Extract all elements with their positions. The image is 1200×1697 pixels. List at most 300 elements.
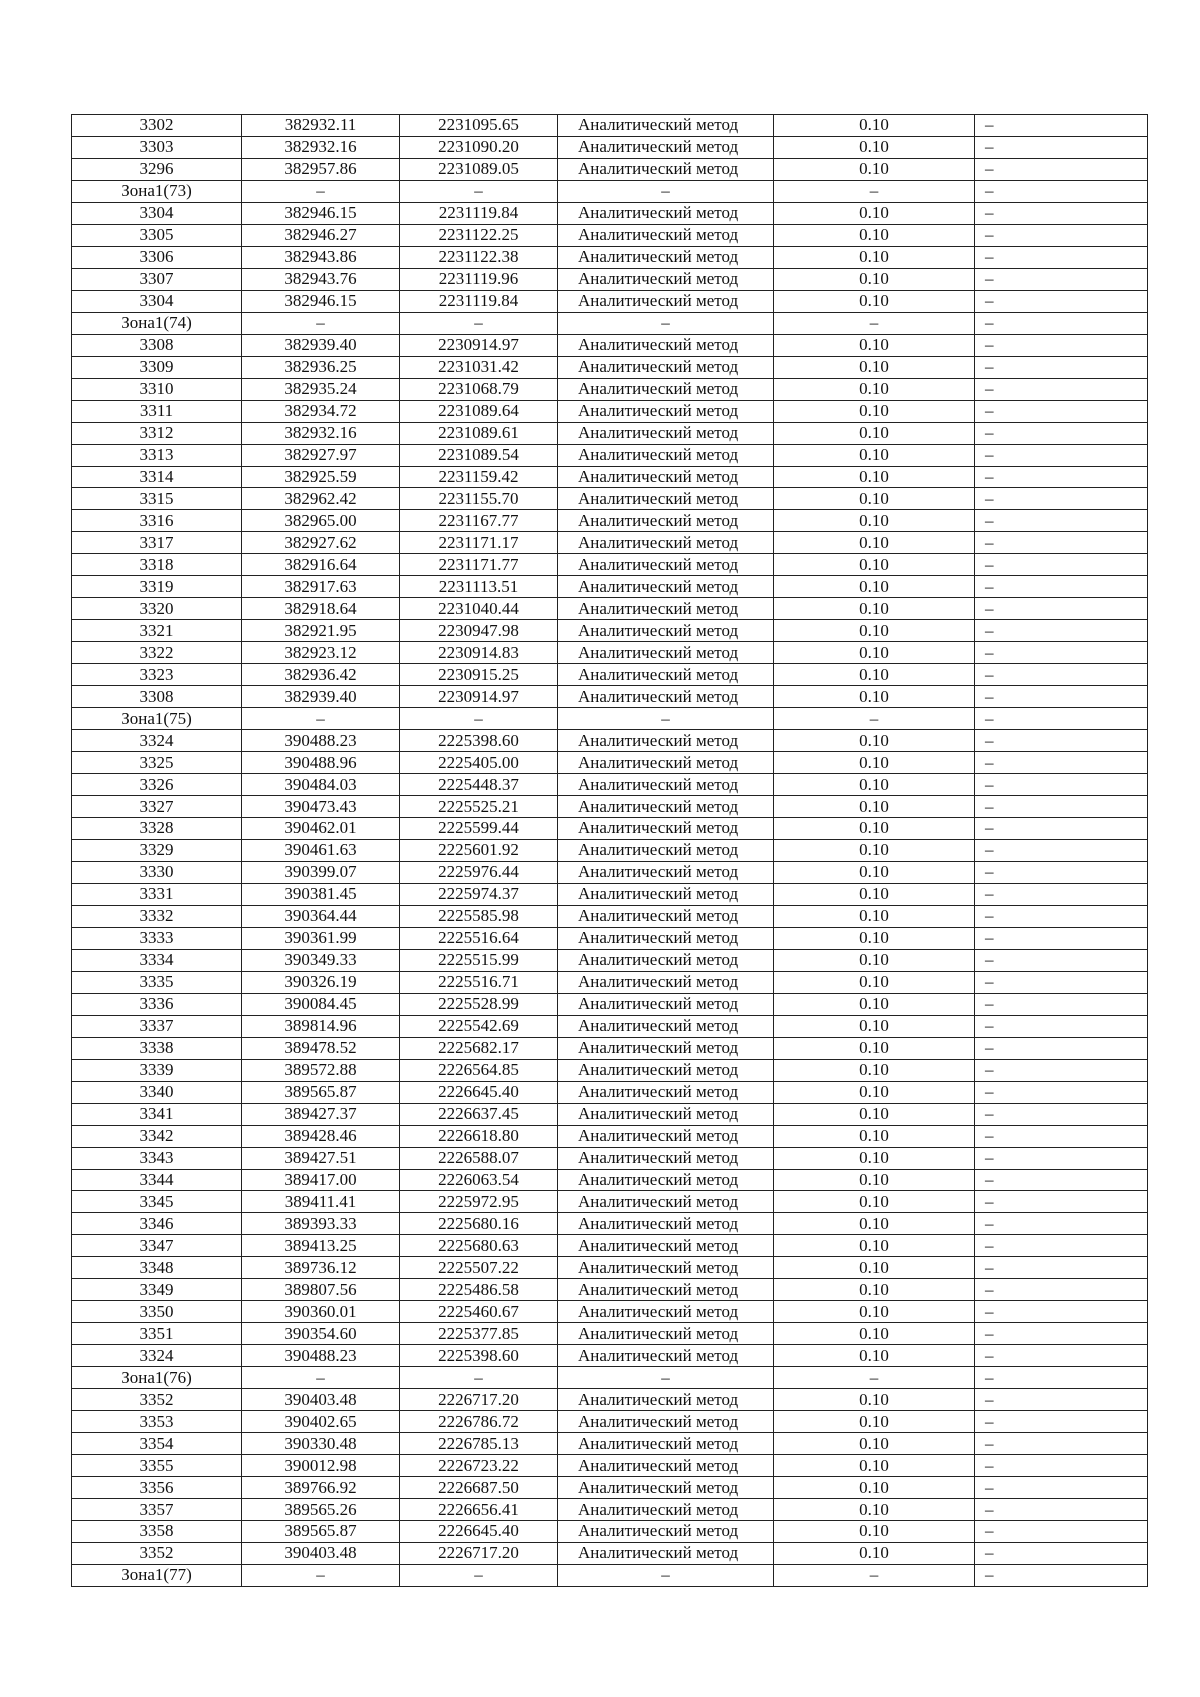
y-coordinate-cell: – (400, 180, 558, 202)
accuracy-cell: 0.10 (774, 224, 975, 246)
method-cell: – (558, 1367, 774, 1389)
y-coordinate-cell: 2226786.72 (400, 1411, 558, 1433)
method-cell: Аналитический метод (558, 774, 774, 796)
point-number-cell: 3350 (72, 1301, 242, 1323)
x-coordinate-cell: 389736.12 (242, 1257, 400, 1279)
y-coordinate-cell: 2225460.67 (400, 1301, 558, 1323)
method-cell: Аналитический метод (558, 1103, 774, 1125)
accuracy-cell: 0.10 (774, 1455, 975, 1477)
accuracy-cell: 0.10 (774, 1499, 975, 1521)
table-row (72, 466, 1148, 488)
point-number-cell: 3302 (72, 115, 242, 137)
method-cell: Аналитический метод (558, 664, 774, 686)
y-coordinate-cell: 2225682.17 (400, 1037, 558, 1059)
x-coordinate-cell: 389411.41 (242, 1191, 400, 1213)
y-coordinate-cell: 2226618.80 (400, 1125, 558, 1147)
point-number-cell: 3341 (72, 1103, 242, 1125)
x-coordinate-cell: 390488.23 (242, 730, 400, 752)
description-cell: – (975, 488, 1148, 510)
point-number-cell: 3337 (72, 1015, 242, 1037)
method-cell: Аналитический метод (558, 224, 774, 246)
method-cell: Аналитический метод (558, 290, 774, 312)
accuracy-cell: 0.10 (774, 1477, 975, 1499)
y-coordinate-cell: 2231119.84 (400, 290, 558, 312)
point-number-cell: 3334 (72, 949, 242, 971)
accuracy-cell: 0.10 (774, 1015, 975, 1037)
method-cell: Аналитический метод (558, 1037, 774, 1059)
accuracy-cell: 0.10 (774, 268, 975, 290)
description-cell: – (975, 818, 1148, 840)
accuracy-cell: 0.10 (774, 1433, 975, 1455)
table-row (72, 246, 1148, 268)
method-cell: Аналитический метод (558, 422, 774, 444)
y-coordinate-cell: – (400, 1564, 558, 1586)
point-number-cell: 3351 (72, 1323, 242, 1345)
point-number-cell: 3332 (72, 905, 242, 927)
accuracy-cell: 0.10 (774, 444, 975, 466)
point-number-cell: 3315 (72, 488, 242, 510)
table-row (72, 1279, 1148, 1301)
description-cell: – (975, 378, 1148, 400)
accuracy-cell: 0.10 (774, 246, 975, 268)
method-cell: Аналитический метод (558, 1081, 774, 1103)
accuracy-cell: 0.10 (774, 1125, 975, 1147)
accuracy-cell: 0.10 (774, 1213, 975, 1235)
point-number-cell: 3308 (72, 334, 242, 356)
method-cell: Аналитический метод (558, 1323, 774, 1345)
table-row (72, 752, 1148, 774)
table-row (72, 136, 1148, 158)
accuracy-cell: – (774, 1564, 975, 1586)
accuracy-cell: 0.10 (774, 752, 975, 774)
description-cell: – (975, 861, 1148, 883)
table-row (72, 993, 1148, 1015)
x-coordinate-cell: 389417.00 (242, 1169, 400, 1191)
method-cell: Аналитический метод (558, 202, 774, 224)
description-cell: – (975, 136, 1148, 158)
point-number-cell: 3353 (72, 1411, 242, 1433)
table-row (72, 356, 1148, 378)
description-cell: – (975, 642, 1148, 664)
table-row (72, 1411, 1148, 1433)
point-number-cell: 3313 (72, 444, 242, 466)
y-coordinate-cell: 2225486.58 (400, 1279, 558, 1301)
y-coordinate-cell: 2225398.60 (400, 730, 558, 752)
description-cell: – (975, 444, 1148, 466)
method-cell: Аналитический метод (558, 1433, 774, 1455)
description-cell: – (975, 1257, 1148, 1279)
method-cell: Аналитический метод (558, 1542, 774, 1564)
y-coordinate-cell: – (400, 708, 558, 730)
x-coordinate-cell: 382932.11 (242, 115, 400, 137)
y-coordinate-cell: 2226645.40 (400, 1081, 558, 1103)
point-number-cell: 3310 (72, 378, 242, 400)
point-number-cell: 3308 (72, 686, 242, 708)
description-cell: – (975, 927, 1148, 949)
x-coordinate-cell: 382927.97 (242, 444, 400, 466)
table-row (72, 971, 1148, 993)
table-row (72, 224, 1148, 246)
table-row (72, 1081, 1148, 1103)
x-coordinate-cell: 389393.33 (242, 1213, 400, 1235)
description-cell: – (975, 202, 1148, 224)
point-number-cell: 3357 (72, 1499, 242, 1521)
description-cell: – (975, 1301, 1148, 1323)
y-coordinate-cell: 2231089.54 (400, 444, 558, 466)
accuracy-cell: 0.10 (774, 796, 975, 818)
y-coordinate-cell: 2231095.65 (400, 115, 558, 137)
x-coordinate-cell: 390403.48 (242, 1389, 400, 1411)
description-cell: – (975, 1015, 1148, 1037)
description-cell: – (975, 752, 1148, 774)
description-cell: – (975, 158, 1148, 180)
x-coordinate-cell: 389807.56 (242, 1279, 400, 1301)
point-number-cell: 3330 (72, 861, 242, 883)
x-coordinate-cell: 390326.19 (242, 971, 400, 993)
x-coordinate-cell: 389814.96 (242, 1015, 400, 1037)
method-cell: Аналитический метод (558, 818, 774, 840)
table-row (72, 1301, 1148, 1323)
y-coordinate-cell: 2230947.98 (400, 620, 558, 642)
accuracy-cell: 0.10 (774, 1037, 975, 1059)
table-row (72, 818, 1148, 840)
y-coordinate-cell: 2226588.07 (400, 1147, 558, 1169)
point-number-cell: 3325 (72, 752, 242, 774)
description-cell: – (975, 1059, 1148, 1081)
x-coordinate-cell: 389427.37 (242, 1103, 400, 1125)
accuracy-cell: – (774, 1367, 975, 1389)
x-coordinate-cell: 382943.76 (242, 268, 400, 290)
table-row (72, 1433, 1148, 1455)
accuracy-cell: 0.10 (774, 488, 975, 510)
accuracy-cell: 0.10 (774, 686, 975, 708)
x-coordinate-cell: – (242, 1564, 400, 1586)
description-cell: – (975, 1125, 1148, 1147)
x-coordinate-cell: 389413.25 (242, 1235, 400, 1257)
point-number-cell: Зона1(76) (72, 1367, 242, 1389)
x-coordinate-cell: 389565.87 (242, 1521, 400, 1543)
point-number-cell: 3327 (72, 796, 242, 818)
table-row (72, 861, 1148, 883)
y-coordinate-cell: 2226063.54 (400, 1169, 558, 1191)
y-coordinate-cell: 2226717.20 (400, 1542, 558, 1564)
point-number-cell: 3309 (72, 356, 242, 378)
method-cell: Аналитический метод (558, 1169, 774, 1191)
accuracy-cell: 0.10 (774, 1345, 975, 1367)
method-cell: Аналитический метод (558, 158, 774, 180)
accuracy-cell: 0.10 (774, 1411, 975, 1433)
y-coordinate-cell: 2225680.63 (400, 1235, 558, 1257)
point-number-cell: 3344 (72, 1169, 242, 1191)
accuracy-cell: 0.10 (774, 158, 975, 180)
description-cell: – (975, 730, 1148, 752)
accuracy-cell: 0.10 (774, 927, 975, 949)
point-number-cell: 3305 (72, 224, 242, 246)
accuracy-cell: 0.10 (774, 1147, 975, 1169)
x-coordinate-cell: 382918.64 (242, 598, 400, 620)
x-coordinate-cell: 382946.15 (242, 290, 400, 312)
point-number-cell: 3345 (72, 1191, 242, 1213)
accuracy-cell: 0.10 (774, 1323, 975, 1345)
x-coordinate-cell: 390349.33 (242, 949, 400, 971)
method-cell: Аналитический метод (558, 686, 774, 708)
y-coordinate-cell: 2231155.70 (400, 488, 558, 510)
description-cell: – (975, 620, 1148, 642)
point-number-cell: 3326 (72, 774, 242, 796)
point-number-cell: 3338 (72, 1037, 242, 1059)
y-coordinate-cell: 2231113.51 (400, 576, 558, 598)
description-cell: – (975, 1499, 1148, 1521)
description-cell: – (975, 993, 1148, 1015)
method-cell: Аналитический метод (558, 1521, 774, 1543)
description-cell: – (975, 1213, 1148, 1235)
table-row (72, 1389, 1148, 1411)
y-coordinate-cell: 2225398.60 (400, 1345, 558, 1367)
method-cell: Аналитический метод (558, 488, 774, 510)
x-coordinate-cell: 390330.48 (242, 1433, 400, 1455)
description-cell: – (975, 1147, 1148, 1169)
method-cell: Аналитический метод (558, 115, 774, 137)
y-coordinate-cell: 2226564.85 (400, 1059, 558, 1081)
accuracy-cell: 0.10 (774, 378, 975, 400)
description-cell: – (975, 774, 1148, 796)
description-cell: – (975, 1521, 1148, 1543)
y-coordinate-cell: 2226717.20 (400, 1389, 558, 1411)
description-cell: – (975, 839, 1148, 861)
point-number-cell: 3356 (72, 1477, 242, 1499)
accuracy-cell: 0.10 (774, 1301, 975, 1323)
accuracy-cell: 0.10 (774, 202, 975, 224)
accuracy-cell: 0.10 (774, 1103, 975, 1125)
description-cell: – (975, 334, 1148, 356)
accuracy-cell: 0.10 (774, 466, 975, 488)
description-cell: – (975, 246, 1148, 268)
point-number-cell: 3355 (72, 1455, 242, 1477)
method-cell: Аналитический метод (558, 905, 774, 927)
accuracy-cell: – (774, 180, 975, 202)
x-coordinate-cell: – (242, 708, 400, 730)
accuracy-cell: 0.10 (774, 620, 975, 642)
table-row (72, 1521, 1148, 1543)
y-coordinate-cell: 2231031.42 (400, 356, 558, 378)
method-cell: – (558, 312, 774, 334)
description-cell: – (975, 576, 1148, 598)
table-row (72, 1323, 1148, 1345)
method-cell: Аналитический метод (558, 642, 774, 664)
accuracy-cell: – (774, 708, 975, 730)
x-coordinate-cell: 389427.51 (242, 1147, 400, 1169)
table-row (72, 730, 1148, 752)
description-cell: – (975, 1235, 1148, 1257)
table-row (72, 115, 1148, 137)
accuracy-cell: 0.10 (774, 290, 975, 312)
description-cell: – (975, 664, 1148, 686)
y-coordinate-cell: 2225680.16 (400, 1213, 558, 1235)
x-coordinate-cell: 389565.26 (242, 1499, 400, 1521)
method-cell: Аналитический метод (558, 1345, 774, 1367)
method-cell: – (558, 1564, 774, 1586)
method-cell: Аналитический метод (558, 1499, 774, 1521)
description-cell: – (975, 1542, 1148, 1564)
x-coordinate-cell: 382934.72 (242, 400, 400, 422)
x-coordinate-cell: 382936.42 (242, 664, 400, 686)
table-row (72, 1037, 1148, 1059)
y-coordinate-cell: 2230914.97 (400, 334, 558, 356)
table-row (72, 883, 1148, 905)
zone-header-row (72, 1564, 1148, 1586)
x-coordinate-cell: 390381.45 (242, 883, 400, 905)
description-cell: – (975, 312, 1148, 334)
y-coordinate-cell: 2225525.21 (400, 796, 558, 818)
method-cell: Аналитический метод (558, 1257, 774, 1279)
description-cell: – (975, 1103, 1148, 1125)
point-number-cell: 3318 (72, 554, 242, 576)
x-coordinate-cell: – (242, 312, 400, 334)
description-cell: – (975, 905, 1148, 927)
description-cell: – (975, 400, 1148, 422)
point-number-cell: 3346 (72, 1213, 242, 1235)
point-number-cell: Зона1(74) (72, 312, 242, 334)
x-coordinate-cell: – (242, 180, 400, 202)
accuracy-cell: 0.10 (774, 334, 975, 356)
description-cell: – (975, 949, 1148, 971)
accuracy-cell: 0.10 (774, 993, 975, 1015)
method-cell: Аналитический метод (558, 356, 774, 378)
accuracy-cell: 0.10 (774, 1521, 975, 1543)
y-coordinate-cell: 2230915.25 (400, 664, 558, 686)
accuracy-cell: 0.10 (774, 115, 975, 137)
coordinates-table-body (72, 115, 1148, 1587)
point-number-cell: Зона1(77) (72, 1564, 242, 1586)
description-cell: – (975, 224, 1148, 246)
table-row (72, 576, 1148, 598)
x-coordinate-cell: 382962.42 (242, 488, 400, 510)
description-cell: – (975, 598, 1148, 620)
method-cell: Аналитический метод (558, 136, 774, 158)
table-row (72, 1257, 1148, 1279)
method-cell: Аналитический метод (558, 1279, 774, 1301)
method-cell: Аналитический метод (558, 861, 774, 883)
accuracy-cell: 0.10 (774, 1257, 975, 1279)
x-coordinate-cell: 382939.40 (242, 686, 400, 708)
zone-header-row (72, 312, 1148, 334)
description-cell: – (975, 532, 1148, 554)
description-cell: – (975, 971, 1148, 993)
point-number-cell: Зона1(75) (72, 708, 242, 730)
accuracy-cell: 0.10 (774, 839, 975, 861)
method-cell: Аналитический метод (558, 752, 774, 774)
method-cell: Аналитический метод (558, 949, 774, 971)
accuracy-cell: 0.10 (774, 400, 975, 422)
x-coordinate-cell: 390462.01 (242, 818, 400, 840)
table-row (72, 334, 1148, 356)
x-coordinate-cell: 390360.01 (242, 1301, 400, 1323)
y-coordinate-cell: 2231089.05 (400, 158, 558, 180)
table-row (72, 1191, 1148, 1213)
table-row (72, 1235, 1148, 1257)
y-coordinate-cell: 2231122.25 (400, 224, 558, 246)
y-coordinate-cell: 2225528.99 (400, 993, 558, 1015)
description-cell: – (975, 115, 1148, 137)
accuracy-cell: 0.10 (774, 642, 975, 664)
x-coordinate-cell: 389766.92 (242, 1477, 400, 1499)
point-number-cell: 3307 (72, 268, 242, 290)
table-row (72, 554, 1148, 576)
accuracy-cell: 0.10 (774, 1059, 975, 1081)
method-cell: Аналитический метод (558, 796, 774, 818)
y-coordinate-cell: 2231040.44 (400, 598, 558, 620)
method-cell: Аналитический метод (558, 532, 774, 554)
method-cell: Аналитический метод (558, 1059, 774, 1081)
description-cell: – (975, 1345, 1148, 1367)
point-number-cell: 3354 (72, 1433, 242, 1455)
method-cell: Аналитический метод (558, 1235, 774, 1257)
method-cell: Аналитический метод (558, 927, 774, 949)
point-number-cell: 3311 (72, 400, 242, 422)
y-coordinate-cell: – (400, 1367, 558, 1389)
x-coordinate-cell: 389428.46 (242, 1125, 400, 1147)
y-coordinate-cell: 2226645.40 (400, 1521, 558, 1543)
method-cell: Аналитический метод (558, 993, 774, 1015)
description-cell: – (975, 554, 1148, 576)
x-coordinate-cell: 382957.86 (242, 158, 400, 180)
method-cell: Аналитический метод (558, 1389, 774, 1411)
x-coordinate-cell: 382935.24 (242, 378, 400, 400)
x-coordinate-cell: 382943.86 (242, 246, 400, 268)
method-cell: Аналитический метод (558, 1125, 774, 1147)
point-number-cell: Зона1(73) (72, 180, 242, 202)
method-cell: Аналитический метод (558, 444, 774, 466)
point-number-cell: 3349 (72, 1279, 242, 1301)
accuracy-cell: 0.10 (774, 730, 975, 752)
method-cell: Аналитический метод (558, 1301, 774, 1323)
table-row (72, 905, 1148, 927)
y-coordinate-cell: 2225516.64 (400, 927, 558, 949)
method-cell: Аналитический метод (558, 554, 774, 576)
y-coordinate-cell: 2225405.00 (400, 752, 558, 774)
method-cell: Аналитический метод (558, 598, 774, 620)
accuracy-cell: 0.10 (774, 1169, 975, 1191)
point-number-cell: 3352 (72, 1389, 242, 1411)
point-number-cell: 3321 (72, 620, 242, 642)
description-cell: – (975, 510, 1148, 532)
y-coordinate-cell: 2231159.42 (400, 466, 558, 488)
description-cell: – (975, 686, 1148, 708)
table-row (72, 444, 1148, 466)
method-cell: Аналитический метод (558, 1213, 774, 1235)
y-coordinate-cell: 2230914.97 (400, 686, 558, 708)
accuracy-cell: 0.10 (774, 883, 975, 905)
table-row (72, 1499, 1148, 1521)
x-coordinate-cell: 389565.87 (242, 1081, 400, 1103)
table-row (72, 1213, 1148, 1235)
table-row (72, 598, 1148, 620)
y-coordinate-cell: 2231119.84 (400, 202, 558, 224)
y-coordinate-cell: 2231090.20 (400, 136, 558, 158)
point-number-cell: 3339 (72, 1059, 242, 1081)
y-coordinate-cell: 2231171.17 (400, 532, 558, 554)
x-coordinate-cell: 382917.63 (242, 576, 400, 598)
y-coordinate-cell: 2226723.22 (400, 1455, 558, 1477)
method-cell: Аналитический метод (558, 1411, 774, 1433)
description-cell: – (975, 796, 1148, 818)
table-row (72, 1455, 1148, 1477)
x-coordinate-cell: 390488.96 (242, 752, 400, 774)
x-coordinate-cell: 390364.44 (242, 905, 400, 927)
y-coordinate-cell: 2226687.50 (400, 1477, 558, 1499)
table-row (72, 927, 1148, 949)
y-coordinate-cell: 2225976.44 (400, 861, 558, 883)
